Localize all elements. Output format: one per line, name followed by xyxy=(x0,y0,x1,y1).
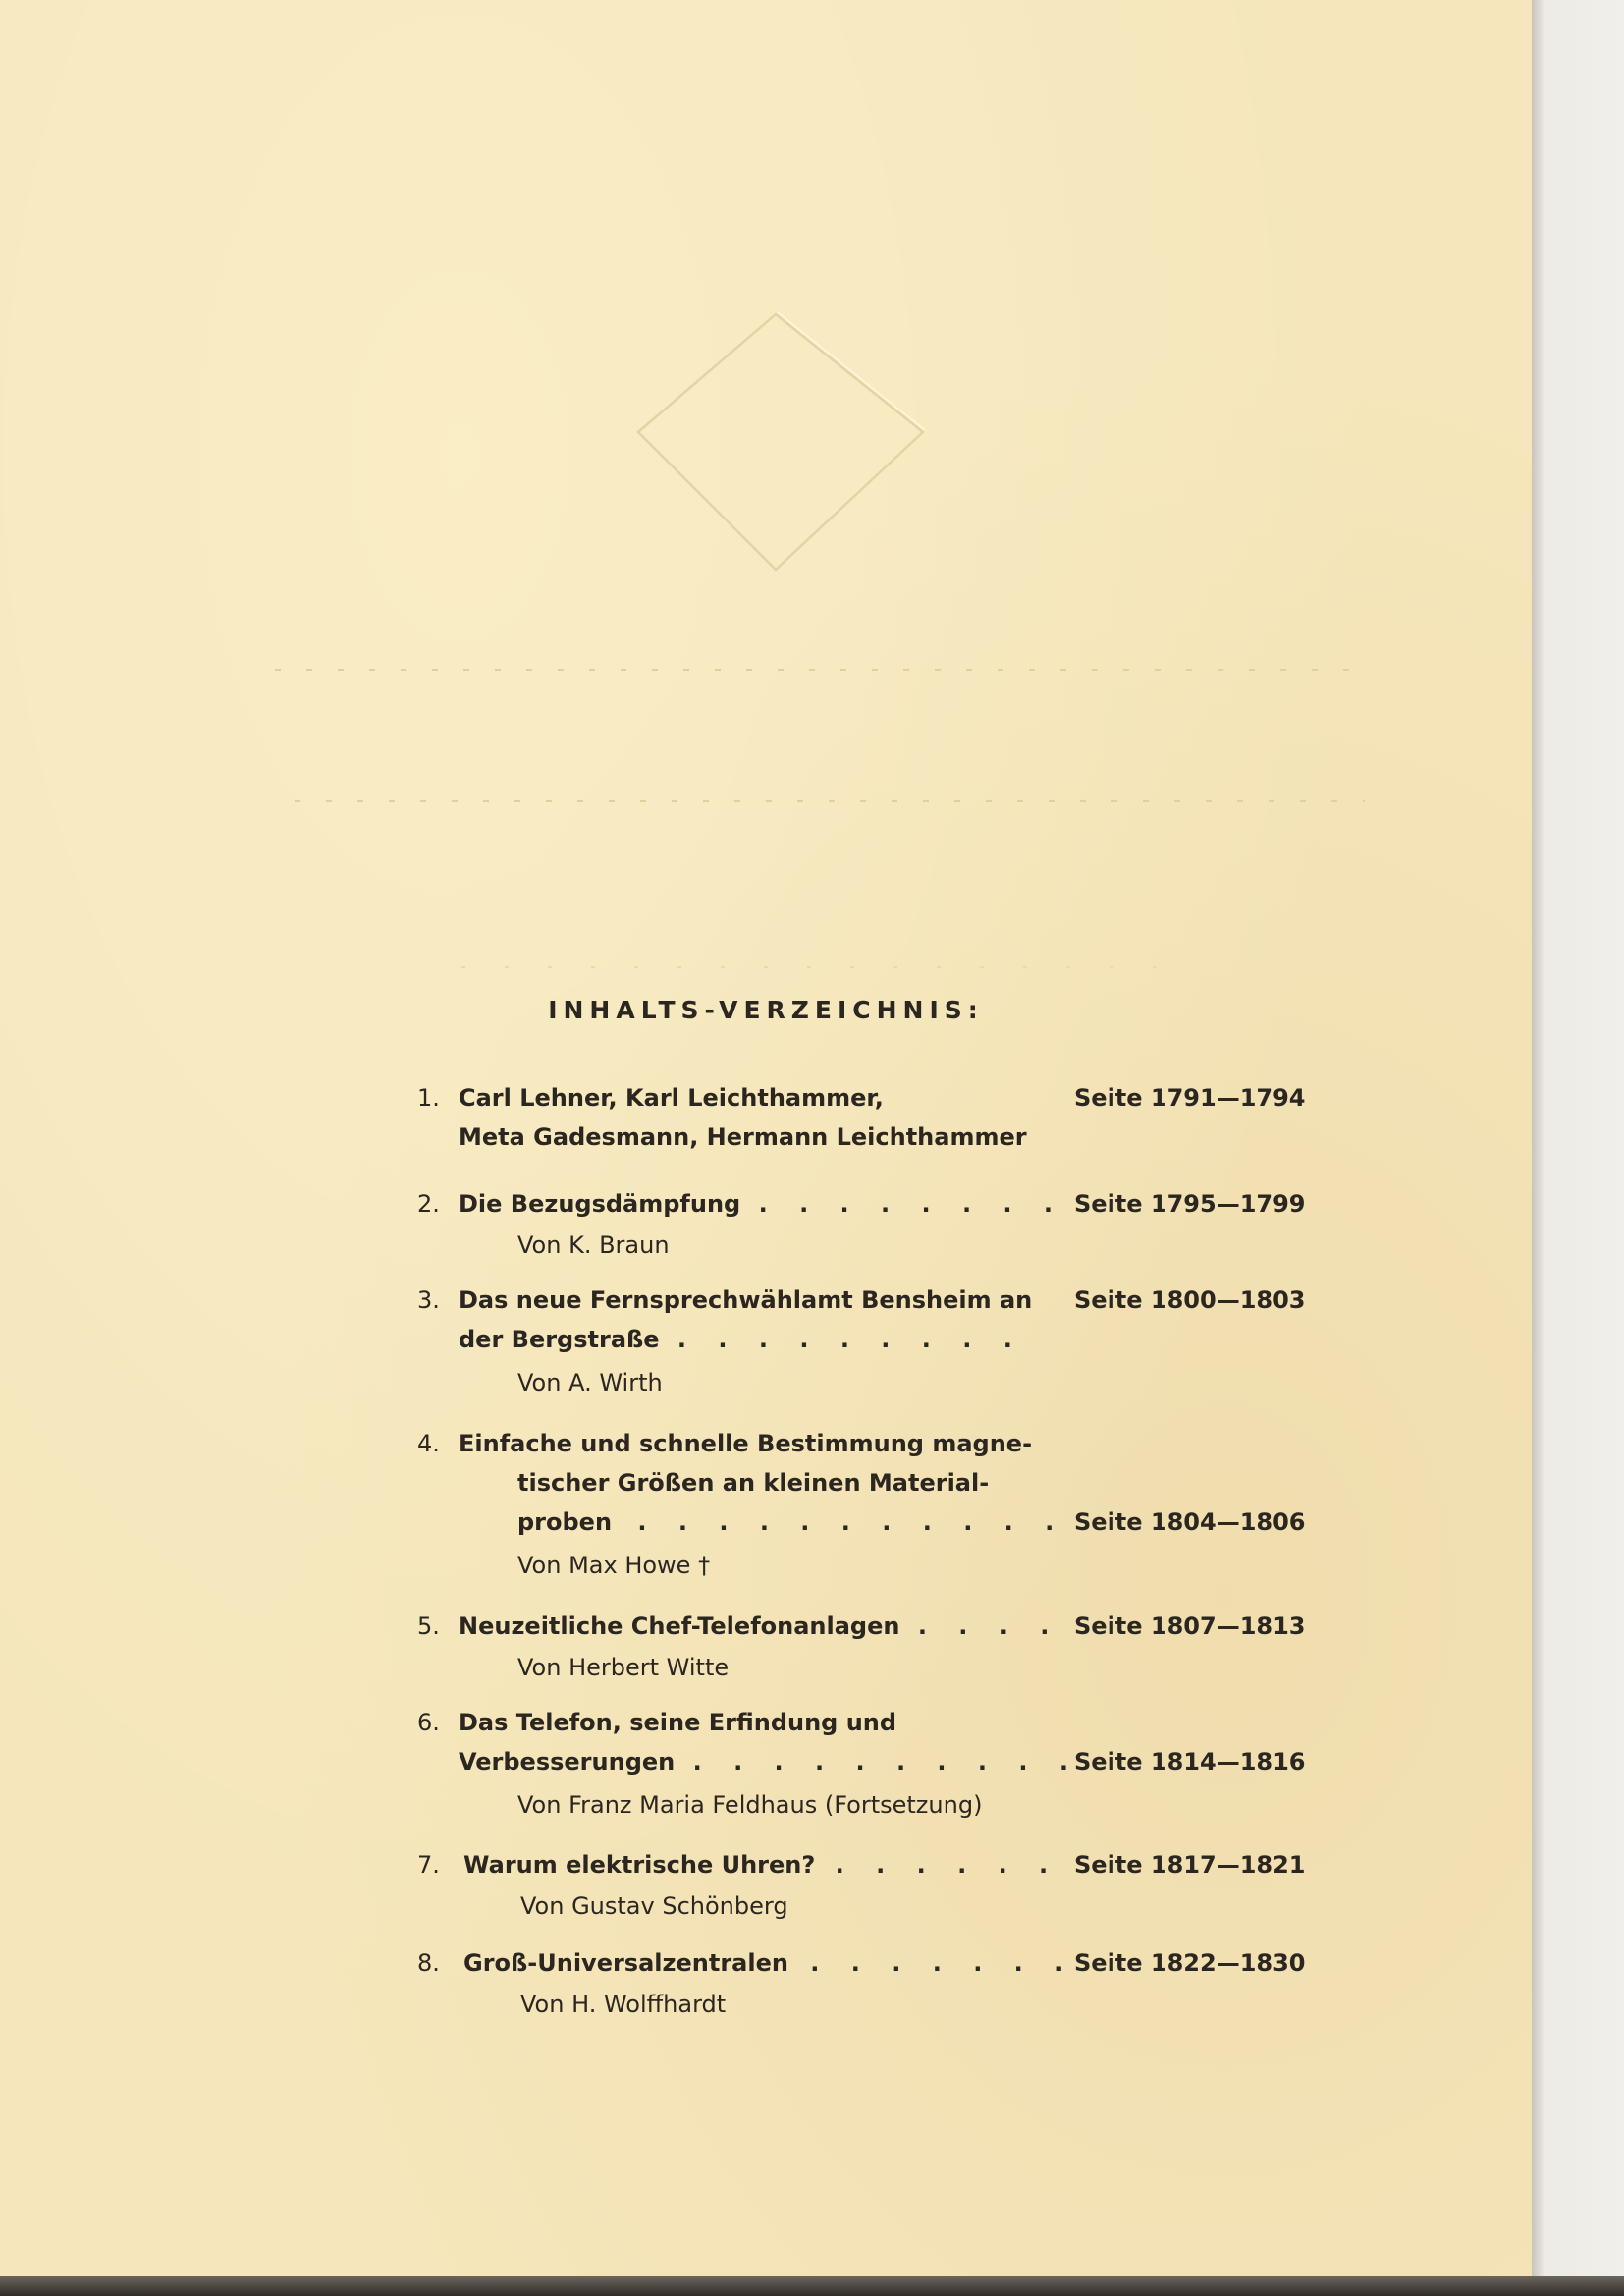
entry-pages: Seite 1807—1813 xyxy=(1074,1613,1306,1640)
entry-author: Von Herbert Witte xyxy=(517,1654,730,1681)
entry-title-line: tischer Größen an kleinen Material- xyxy=(517,1469,990,1497)
entry-pages: Seite 1791—1794 xyxy=(1074,1084,1306,1112)
toc-title: INHALTS-VERZEICHNIS: xyxy=(548,996,984,1024)
leader-dots: . . . . xyxy=(917,1613,1061,1640)
entry-title-line: Warum elektrische Uhren? xyxy=(463,1851,816,1879)
leader-dots: . . . . . . . . . . . xyxy=(637,1508,1066,1536)
entry-author: Von Franz Maria Feldhaus (Fortsetzung) xyxy=(517,1791,983,1819)
entry-number: 8. xyxy=(417,1949,440,1977)
entry-title-line: Meta Gadesmann, Hermann Leichthammer xyxy=(459,1123,1027,1151)
entry-title-line: Groß-Universalzentralen xyxy=(463,1949,788,1977)
entry-title-line: Das Telefon, seine Erfindung und xyxy=(459,1709,897,1736)
entry-pages: Seite 1795—1799 xyxy=(1074,1190,1306,1218)
entry-author: Von K. Braun xyxy=(517,1231,670,1259)
entry-title-line: Carl Lehner, Karl Leichthammer, xyxy=(459,1084,884,1112)
entry-pages: Seite 1800—1803 xyxy=(1074,1286,1306,1314)
entry-author: Von Gustav Schönberg xyxy=(520,1892,788,1920)
entry-number: 2. xyxy=(417,1190,440,1218)
entry-number: 7. xyxy=(417,1851,440,1879)
scan-bottom-border xyxy=(0,2276,1624,2296)
entry-title-line: Das neue Fernsprechwählamt Bensheim an xyxy=(459,1286,1033,1314)
entry-number: 3. xyxy=(417,1286,440,1314)
entry-title-line: proben xyxy=(517,1508,613,1536)
entry-title-line: Verbesserungen xyxy=(459,1748,676,1776)
entry-pages: Seite 1804—1806 xyxy=(1074,1508,1306,1536)
entry-title-line: Neuzeitliche Chef-Telefonanlagen xyxy=(459,1613,900,1640)
entry-number: 1. xyxy=(417,1084,440,1112)
entry-pages: Seite 1814—1816 xyxy=(1074,1748,1306,1776)
page-edge-background xyxy=(1532,0,1624,2296)
leader-dots: . . . . . . . xyxy=(810,1949,1076,1977)
entry-number: 4. xyxy=(417,1430,440,1457)
embossed-emblem xyxy=(0,0,1532,1080)
leader-dots: . . . . . . . . xyxy=(758,1190,1065,1218)
entry-author: Von Max Howe † xyxy=(517,1552,711,1579)
leader-dots: . . . . . . . . . xyxy=(677,1326,1024,1353)
entry-title-line: Einfache und schnelle Bestimmung magne- xyxy=(459,1430,1033,1457)
entry-title-line: Die Bezugsdämpfung xyxy=(459,1190,741,1218)
entry-author: Von H. Wolffhardt xyxy=(520,1991,727,2018)
entry-number: 6. xyxy=(417,1709,440,1736)
entry-author: Von A. Wirth xyxy=(517,1369,663,1396)
entry-pages: Seite 1822—1830 xyxy=(1074,1949,1306,1977)
leader-dots: . . . . . . xyxy=(835,1851,1060,1879)
entry-pages: Seite 1817—1821 xyxy=(1074,1851,1306,1879)
leader-dots: . . . . . . . . . . xyxy=(692,1748,1080,1776)
entry-number: 5. xyxy=(417,1613,440,1640)
entry-title-line: der Bergstraße xyxy=(459,1326,660,1353)
